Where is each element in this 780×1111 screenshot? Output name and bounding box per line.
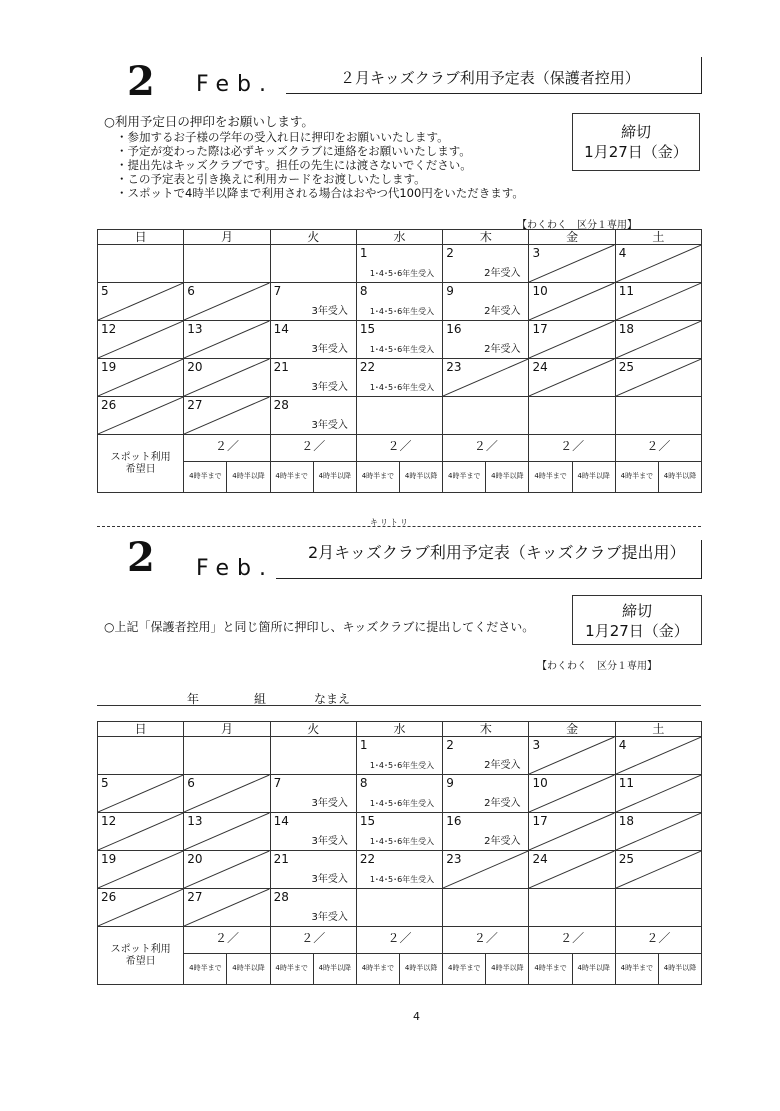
spot-before-430-checkbox[interactable]: 4時半まで bbox=[529, 462, 572, 493]
spot-date-field[interactable]: ２／ bbox=[443, 435, 529, 462]
calendar-day-cell bbox=[529, 813, 615, 851]
grade-acceptance-note: 3年受入 bbox=[311, 874, 348, 885]
spot-before-430-checkbox[interactable]: 4時半まで bbox=[356, 954, 399, 985]
day-number: 28 bbox=[273, 890, 289, 904]
calendar-day-cell bbox=[356, 889, 442, 927]
calendar-day-cell bbox=[615, 775, 701, 813]
day-number: 9 bbox=[446, 776, 454, 790]
spot-after-430-checkbox[interactable]: 4時半以降 bbox=[486, 954, 529, 985]
grade-acceptance-note: 1･4･5･6年生受入 bbox=[369, 383, 435, 392]
calendar-day-cell bbox=[184, 813, 270, 851]
weekday-header: 月 bbox=[184, 722, 270, 737]
month-number: 2 bbox=[127, 58, 155, 105]
day-number: 17 bbox=[532, 814, 548, 828]
spot-label-line: 希望日 bbox=[125, 463, 156, 475]
day-number: 1 bbox=[359, 246, 368, 260]
day-number: 1 bbox=[359, 738, 368, 752]
day-number: 21 bbox=[273, 360, 289, 374]
spot-before-430-checkbox[interactable]: 4時半まで bbox=[443, 954, 486, 985]
spot-after-430-checkbox[interactable]: 4時半以降 bbox=[400, 462, 443, 493]
calendar-day-cell bbox=[98, 889, 184, 927]
grade-acceptance-note: 3年受入 bbox=[311, 306, 348, 317]
calendar-day-cell bbox=[615, 283, 701, 321]
form-title: ２月キッズクラブ利用予定表（保護者控用） bbox=[340, 69, 640, 87]
spot-after-430-checkbox[interactable]: 4時半以降 bbox=[313, 462, 356, 493]
weekday-header: 木 bbox=[443, 230, 529, 245]
calendar-day-cell bbox=[184, 775, 270, 813]
calendar-day-cell bbox=[98, 245, 184, 283]
weekday-header: 土 bbox=[615, 230, 701, 245]
closed-day-slash bbox=[98, 283, 183, 320]
day-number: 11 bbox=[618, 776, 635, 790]
deadline-box bbox=[572, 595, 702, 645]
calendar-day-cell[interactable] bbox=[356, 813, 442, 851]
spot-before-430-checkbox[interactable]: 4時半まで bbox=[443, 462, 486, 493]
calendar-day-cell bbox=[615, 245, 701, 283]
closed-day-slash bbox=[184, 283, 269, 320]
day-number: 7 bbox=[273, 776, 282, 790]
spot-label-line: スポット利用 bbox=[110, 943, 171, 955]
calendar-day-cell bbox=[529, 359, 615, 397]
calendar-day-cell bbox=[615, 397, 701, 435]
day-number: 5 bbox=[101, 284, 109, 298]
day-number: 15 bbox=[359, 814, 376, 828]
day-number: 22 bbox=[359, 360, 376, 374]
day-number: 19 bbox=[101, 852, 117, 866]
weekday-header: 土 bbox=[615, 722, 701, 737]
grade-acceptance-note: 1･4･5･6年生受入 bbox=[369, 799, 435, 808]
day-number: 17 bbox=[532, 322, 548, 336]
weekday-header: 日 bbox=[98, 722, 184, 737]
calendar-day-cell bbox=[529, 775, 615, 813]
calendar-day-cell[interactable] bbox=[270, 775, 356, 813]
spot-after-430-checkbox[interactable]: 4時半以降 bbox=[486, 462, 529, 493]
calendar-day-cell bbox=[184, 397, 270, 435]
instruction-bullet: ・予定が変わった際は必ずキッズクラブに連絡をお願いいたします。 bbox=[116, 144, 471, 158]
calendar-day-cell[interactable] bbox=[443, 775, 529, 813]
day-number: 2 bbox=[446, 738, 454, 752]
calendar-day-cell bbox=[98, 321, 184, 359]
spot-label-line: 希望日 bbox=[125, 955, 156, 967]
day-number: 22 bbox=[359, 852, 376, 866]
calendar-day-cell[interactable] bbox=[270, 889, 356, 927]
grade-acceptance-note: 2年受入 bbox=[484, 306, 521, 317]
day-number: 18 bbox=[618, 814, 635, 828]
deadline-date: 1月27日（金） bbox=[584, 143, 688, 161]
grade-acceptance-note: 1･4･5･6年生受入 bbox=[369, 875, 435, 884]
name-input[interactable] bbox=[360, 690, 700, 705]
spot-date-field[interactable]: ２／ bbox=[615, 435, 701, 462]
spot-after-430-checkbox[interactable]: 4時半以降 bbox=[313, 954, 356, 985]
calendar-day-cell bbox=[615, 737, 701, 775]
day-number: 23 bbox=[446, 852, 462, 866]
closed-day-slash bbox=[616, 737, 701, 774]
calendar-day-cell[interactable] bbox=[443, 321, 529, 359]
page-number: 4 bbox=[413, 1010, 420, 1023]
spot-before-430-checkbox[interactable]: 4時半まで bbox=[356, 462, 399, 493]
spot-after-430-checkbox[interactable]: 4時半以降 bbox=[658, 462, 701, 493]
day-number: 25 bbox=[618, 852, 635, 866]
day-number: 13 bbox=[187, 322, 203, 336]
calendar-day-cell bbox=[270, 737, 356, 775]
calendar-day-cell bbox=[184, 737, 270, 775]
spot-before-430-checkbox[interactable]: 4時半まで bbox=[184, 462, 227, 493]
calendar-day-cell bbox=[270, 245, 356, 283]
spot-after-430-checkbox[interactable]: 4時半以降 bbox=[572, 954, 615, 985]
day-number: 8 bbox=[359, 776, 368, 790]
calendar-day-cell bbox=[184, 245, 270, 283]
day-number: 19 bbox=[101, 360, 117, 374]
calendar-day-cell bbox=[184, 283, 270, 321]
spot-date-field[interactable]: ２／ bbox=[184, 927, 270, 954]
spot-label-line: スポット利用 bbox=[110, 451, 171, 463]
calendar-day-cell bbox=[443, 359, 529, 397]
day-number: 5 bbox=[101, 776, 109, 790]
calendar-day-cell bbox=[443, 851, 529, 889]
calendar-day-cell[interactable] bbox=[443, 737, 529, 775]
month-abbr: Feb. bbox=[196, 72, 274, 97]
title-underline bbox=[286, 93, 702, 94]
instruction-bullet: ・スポットで4時半以降まで利用される場合はおやつ代100円をいただきます。 bbox=[116, 186, 524, 200]
day-number: 27 bbox=[187, 398, 203, 412]
calendar-day-cell[interactable] bbox=[443, 283, 529, 321]
weekday-header: 金 bbox=[529, 230, 615, 245]
weekday-header: 火 bbox=[270, 722, 356, 737]
day-number: 24 bbox=[532, 360, 548, 374]
spot-after-430-checkbox[interactable]: 4時半以降 bbox=[227, 462, 270, 493]
day-number: 11 bbox=[618, 284, 635, 298]
grade-acceptance-note: 1･4･5･6年生受入 bbox=[369, 837, 435, 846]
calendar-day-cell[interactable] bbox=[270, 397, 356, 435]
day-number: 15 bbox=[359, 322, 376, 336]
calendar-day-cell bbox=[443, 889, 529, 927]
spot-date-field[interactable]: ２／ bbox=[356, 927, 442, 954]
spot-date-field[interactable]: ２／ bbox=[529, 927, 615, 954]
form-title: 2月キッズクラブ利用予定表（キッズクラブ提出用） bbox=[308, 543, 686, 562]
spot-after-430-checkbox[interactable]: 4時半以降 bbox=[400, 954, 443, 985]
calendar-day-cell bbox=[529, 889, 615, 927]
grade-acceptance-note: 3年受入 bbox=[311, 420, 348, 431]
spot-date-field[interactable]: ２／ bbox=[270, 435, 356, 462]
spot-before-430-checkbox[interactable]: 4時半まで bbox=[615, 462, 658, 493]
calendar-day-cell[interactable] bbox=[270, 851, 356, 889]
weekday-header: 木 bbox=[443, 722, 529, 737]
weekday-header: 水 bbox=[356, 722, 442, 737]
spot-usage-label bbox=[98, 927, 184, 985]
calendar-day-cell bbox=[529, 321, 615, 359]
grade-acceptance-note: 2年受入 bbox=[484, 344, 521, 355]
calendar-day-cell[interactable] bbox=[356, 737, 442, 775]
instruction-bullet: ・この予定表と引き換えに利用カードをお渡しいたします。 bbox=[116, 172, 426, 186]
calendar-day-cell bbox=[98, 737, 184, 775]
day-number: 13 bbox=[187, 814, 203, 828]
weekday-header: 火 bbox=[270, 230, 356, 245]
weekday-header: 水 bbox=[356, 230, 442, 245]
calendar-day-cell bbox=[98, 851, 184, 889]
calendar-day-cell bbox=[443, 397, 529, 435]
spot-before-430-checkbox[interactable]: 4時半まで bbox=[615, 954, 658, 985]
calendar-day-cell[interactable] bbox=[356, 245, 442, 283]
grade-acceptance-note: 1･4･5･6年生受入 bbox=[369, 761, 435, 770]
spot-date-field[interactable]: ２／ bbox=[443, 927, 529, 954]
calendar-day-cell[interactable] bbox=[443, 813, 529, 851]
calendar-day-cell[interactable] bbox=[270, 813, 356, 851]
calendar-day-cell bbox=[615, 851, 701, 889]
instructions bbox=[104, 114, 524, 200]
cut-label: キリトリ bbox=[370, 518, 410, 527]
spot-date-field[interactable]: ２／ bbox=[184, 435, 270, 462]
day-number: 16 bbox=[446, 322, 462, 336]
grade-acceptance-note: 2年受入 bbox=[484, 798, 521, 809]
day-number: 6 bbox=[187, 284, 195, 298]
day-number: 12 bbox=[101, 814, 117, 828]
day-number: 21 bbox=[273, 852, 289, 866]
calendar-day-cell bbox=[184, 321, 270, 359]
calendar-day-cell bbox=[184, 889, 270, 927]
day-number: 12 bbox=[101, 322, 117, 336]
closed-day-slash bbox=[184, 775, 269, 812]
grade-acceptance-note: 1･4･5･6年生受入 bbox=[369, 307, 435, 316]
grade-acceptance-note: 3年受入 bbox=[311, 798, 348, 809]
day-number: 16 bbox=[446, 814, 462, 828]
title-right-bar bbox=[701, 57, 702, 94]
calendar-day-cell[interactable] bbox=[270, 321, 356, 359]
closed-day-slash bbox=[616, 245, 701, 282]
spot-before-430-checkbox[interactable]: 4時半まで bbox=[270, 462, 313, 493]
day-number: 9 bbox=[446, 284, 454, 298]
closed-day-slash bbox=[98, 775, 183, 812]
day-number: 20 bbox=[187, 852, 203, 866]
calendar-day-cell bbox=[615, 813, 701, 851]
grade-acceptance-note: 2年受入 bbox=[484, 760, 521, 771]
calendar-day-cell[interactable] bbox=[270, 283, 356, 321]
spot-usage-label bbox=[98, 435, 184, 493]
calendar-table bbox=[97, 229, 702, 493]
calendar-day-cell bbox=[615, 321, 701, 359]
day-number: 10 bbox=[532, 284, 548, 298]
calendar-day-cell[interactable] bbox=[356, 359, 442, 397]
calendar-day-cell[interactable] bbox=[356, 775, 442, 813]
submission-instruction: ○上記「保護者控用」と同じ箇所に押印し、キッズクラブに提出してください。 bbox=[104, 620, 535, 634]
instruction-bullet: ・参加するお子様の学年の受入れ日に押印をお願いいたします。 bbox=[116, 130, 449, 144]
day-number: 26 bbox=[101, 890, 117, 904]
grade-acceptance-note: 3年受入 bbox=[311, 344, 348, 355]
instruction-bullet: ・提出先はキッズクラブです。担任の先生には渡さないでください。 bbox=[116, 158, 472, 172]
calendar-day-cell[interactable] bbox=[443, 245, 529, 283]
month-number: 2 bbox=[127, 534, 155, 581]
category-note: 【わくわく 区分１専用】 bbox=[517, 220, 637, 231]
deadline-box bbox=[572, 113, 700, 171]
day-number: 14 bbox=[273, 322, 289, 336]
spot-date-field[interactable]: ２／ bbox=[529, 435, 615, 462]
grade-acceptance-note: 3年受入 bbox=[311, 912, 348, 923]
grade-acceptance-note: 1･4･5･6年生受入 bbox=[369, 269, 435, 278]
calendar-day-cell[interactable] bbox=[356, 321, 442, 359]
calendar-day-cell bbox=[615, 359, 701, 397]
day-number: 23 bbox=[446, 360, 462, 374]
calendar-day-cell bbox=[529, 851, 615, 889]
grade-acceptance-note: 2年受入 bbox=[484, 836, 521, 847]
spot-date-field[interactable]: ２／ bbox=[356, 435, 442, 462]
calendar-day-cell[interactable] bbox=[356, 851, 442, 889]
day-number: 14 bbox=[273, 814, 289, 828]
closed-day-slash bbox=[529, 737, 614, 774]
weekday-header: 月 bbox=[184, 230, 270, 245]
day-number: 3 bbox=[532, 738, 541, 752]
calendar-day-cell bbox=[98, 283, 184, 321]
day-number: 20 bbox=[187, 360, 203, 374]
spot-before-430-checkbox[interactable]: 4時半まで bbox=[270, 954, 313, 985]
day-number: 7 bbox=[273, 284, 282, 298]
spot-after-430-checkbox[interactable]: 4時半以降 bbox=[572, 462, 615, 493]
title-right-bar bbox=[701, 540, 702, 578]
calendar-day-cell bbox=[184, 359, 270, 397]
day-number: 25 bbox=[618, 360, 635, 374]
calendar-day-cell bbox=[98, 397, 184, 435]
category-note: 【わくわく 区分１専用】 bbox=[537, 661, 657, 672]
calendar-table bbox=[97, 721, 702, 985]
instruction-intro: ○利用予定日の押印をお願いします。 bbox=[104, 114, 314, 129]
name-label: なまえ bbox=[314, 692, 351, 706]
day-number: 4 bbox=[618, 246, 627, 260]
spot-after-430-checkbox[interactable]: 4時半以降 bbox=[227, 954, 270, 985]
spot-date-field[interactable]: ２／ bbox=[615, 927, 701, 954]
spot-before-430-checkbox[interactable]: 4時半まで bbox=[184, 954, 227, 985]
deadline-label: 締切 bbox=[620, 123, 651, 141]
title-underline bbox=[276, 578, 702, 579]
grade-label: 年 bbox=[187, 692, 200, 706]
weekday-header: 日 bbox=[98, 230, 184, 245]
month-abbr: Feb. bbox=[196, 556, 274, 581]
spot-after-430-checkbox[interactable]: 4時半以降 bbox=[658, 954, 701, 985]
calendar-day-cell[interactable] bbox=[270, 359, 356, 397]
day-number: 27 bbox=[187, 890, 203, 904]
day-number: 28 bbox=[273, 398, 289, 412]
day-number: 24 bbox=[532, 852, 548, 866]
day-number: 26 bbox=[101, 398, 117, 412]
calendar-day-cell bbox=[529, 397, 615, 435]
day-number: 18 bbox=[618, 322, 635, 336]
day-number: 6 bbox=[187, 776, 195, 790]
calendar-day-cell bbox=[615, 889, 701, 927]
deadline-date: 1月27日（金） bbox=[585, 622, 689, 640]
calendar-day-cell bbox=[529, 737, 615, 775]
calendar-day-cell bbox=[184, 851, 270, 889]
weekday-header: 金 bbox=[529, 722, 615, 737]
day-number: 10 bbox=[532, 776, 548, 790]
grade-acceptance-note: 2年受入 bbox=[484, 268, 521, 279]
day-number: 3 bbox=[532, 246, 541, 260]
deadline-label: 締切 bbox=[621, 602, 652, 620]
day-number: 2 bbox=[446, 246, 454, 260]
calendar-day-cell[interactable] bbox=[356, 283, 442, 321]
spot-before-430-checkbox[interactable]: 4時半まで bbox=[529, 954, 572, 985]
calendar-day-cell bbox=[98, 359, 184, 397]
calendar-day-cell bbox=[356, 397, 442, 435]
calendar-day-cell bbox=[98, 813, 184, 851]
closed-day-slash bbox=[529, 245, 614, 282]
grade-acceptance-note: 3年受入 bbox=[311, 382, 348, 393]
calendar-day-cell bbox=[529, 283, 615, 321]
day-number: 4 bbox=[618, 738, 627, 752]
class-label: 組 bbox=[254, 692, 267, 706]
grade-acceptance-note: 1･4･5･6年生受入 bbox=[369, 345, 435, 354]
calendar-day-cell bbox=[98, 775, 184, 813]
grade-acceptance-note: 3年受入 bbox=[311, 836, 348, 847]
day-number: 8 bbox=[359, 284, 368, 298]
spot-date-field[interactable]: ２／ bbox=[270, 927, 356, 954]
calendar-day-cell bbox=[529, 245, 615, 283]
